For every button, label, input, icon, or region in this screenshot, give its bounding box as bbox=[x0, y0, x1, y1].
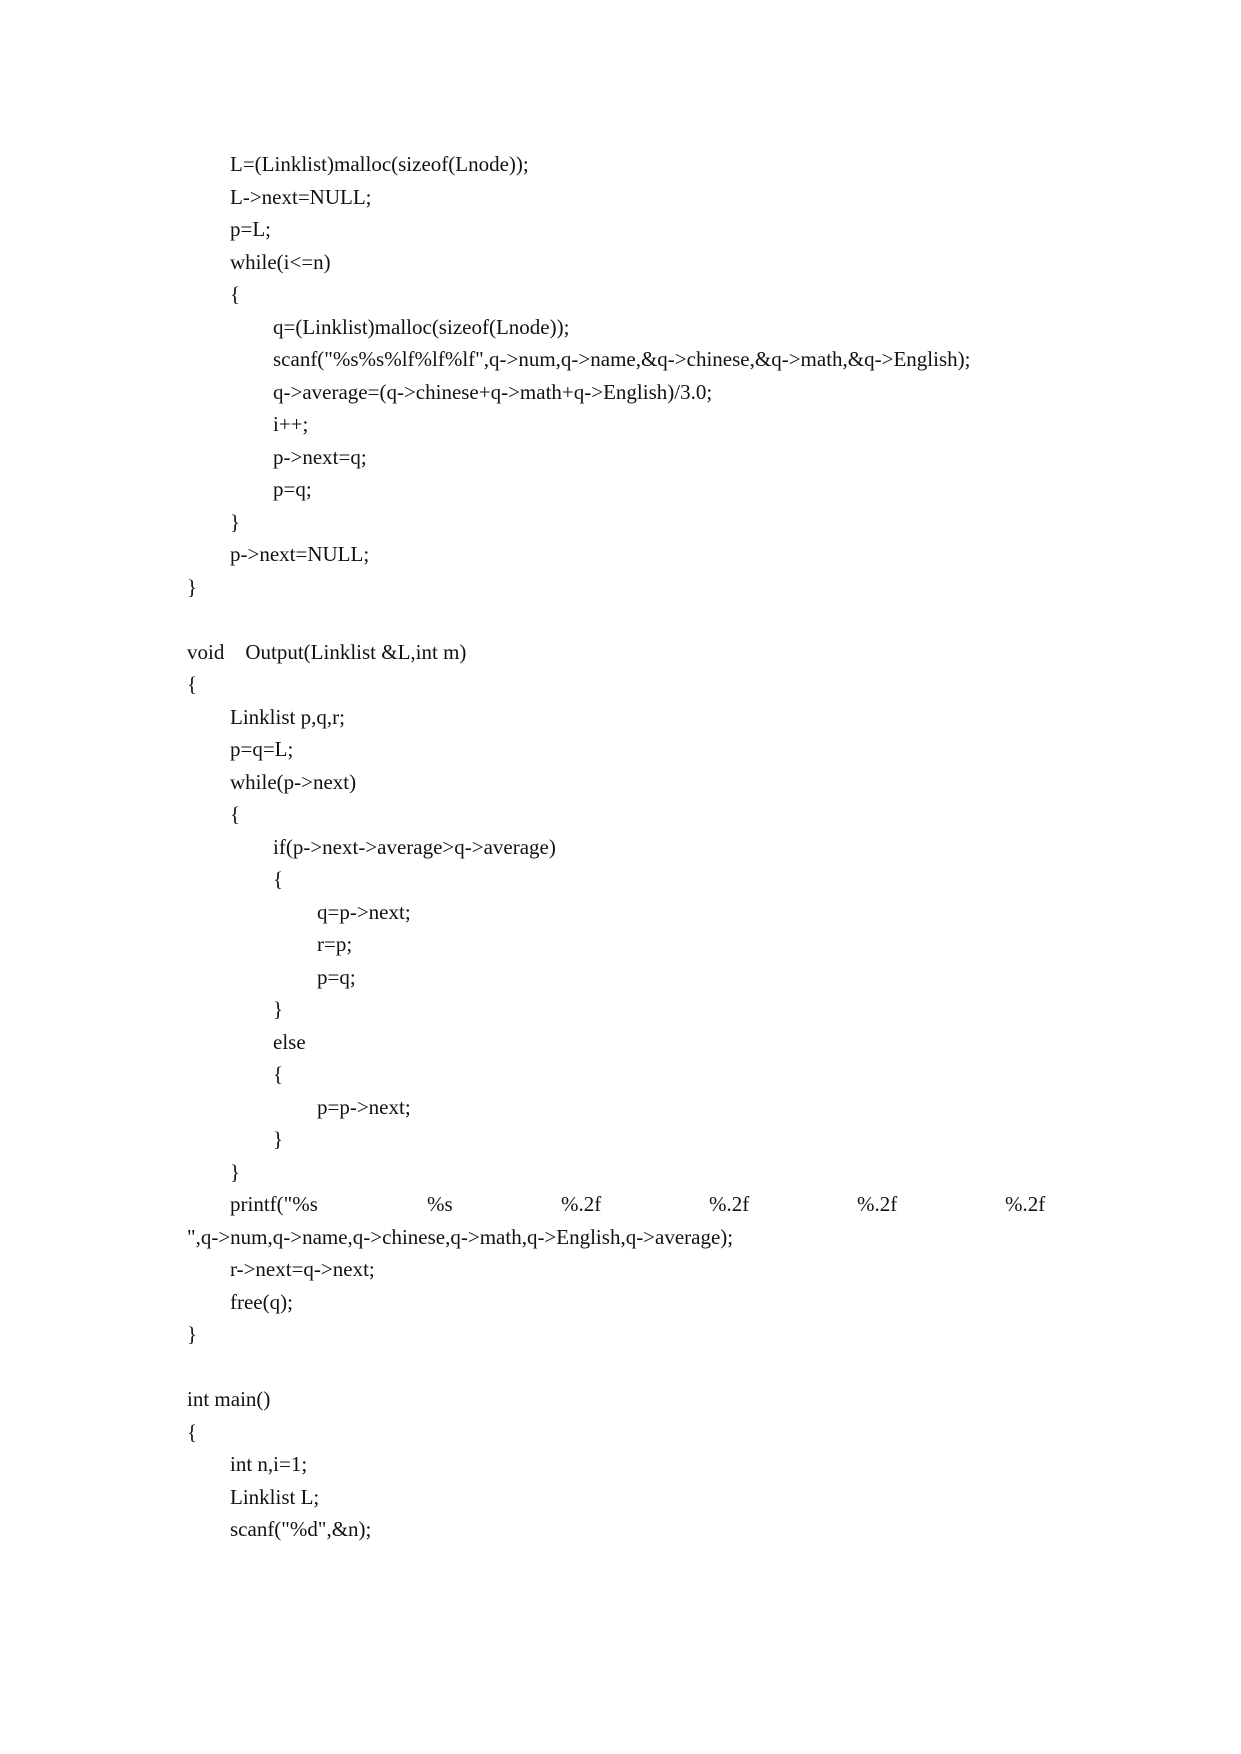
code-line bbox=[0, 896, 1241, 929]
code-line-text: Linklist p,q,r; bbox=[230, 704, 345, 729]
code-line bbox=[0, 961, 1241, 994]
code-line bbox=[0, 1221, 1241, 1254]
code-line-text: p->next=q; bbox=[273, 444, 367, 469]
code-line bbox=[0, 343, 1241, 376]
code-line-text: q->average=(q->chinese+q->math+q->English)/3.0; bbox=[273, 379, 713, 404]
code-line bbox=[0, 1318, 1241, 1351]
code-line-text: while(i<=n) bbox=[230, 249, 331, 274]
code-line bbox=[0, 1513, 1241, 1546]
code-line-text: p=q; bbox=[317, 964, 356, 989]
code-line bbox=[0, 1026, 1241, 1059]
code-line-text: r->next=q->next; bbox=[230, 1257, 375, 1281]
code-line bbox=[0, 1383, 1241, 1416]
code-line-text: if(p->next->average>q->average) bbox=[273, 834, 556, 859]
code-line bbox=[0, 831, 1241, 864]
code-line bbox=[0, 1188, 1241, 1221]
code-block bbox=[0, 148, 1241, 1546]
code-line-column: %.2f bbox=[561, 1192, 602, 1216]
code-line-text: L=(Linklist)malloc(sizeof(Lnode)); bbox=[230, 152, 529, 176]
code-line bbox=[0, 506, 1241, 539]
code-line bbox=[0, 1058, 1241, 1091]
code-line-text: } bbox=[187, 1322, 198, 1346]
code-line-text: else bbox=[273, 1029, 306, 1054]
code-line-text: int n,i=1; bbox=[230, 1452, 308, 1476]
code-line-text: scanf("%s%s%lf%lf%lf",q->num,q->name,&q->chinese,&q->math,&q->English); bbox=[273, 347, 971, 371]
code-line-text: free(q); bbox=[230, 1289, 293, 1314]
code-line-text: ",q->num,q->name,q->chinese,q->math,q->English,q->average); bbox=[187, 1224, 734, 1249]
code-line bbox=[0, 408, 1241, 441]
code-line-text: r=p; bbox=[317, 932, 353, 956]
code-line bbox=[0, 636, 1241, 669]
code-line-text: { bbox=[230, 802, 241, 826]
code-line-text: scanf("%d",&n); bbox=[230, 1517, 372, 1541]
code-line bbox=[0, 603, 1241, 636]
code-line bbox=[0, 1448, 1241, 1481]
code-line-text: { bbox=[230, 282, 241, 306]
code-line bbox=[0, 1481, 1241, 1514]
code-line-column: printf("%s bbox=[230, 1192, 318, 1216]
code-line bbox=[0, 1286, 1241, 1319]
code-line bbox=[0, 441, 1241, 474]
code-line-text: while(p->next) bbox=[230, 769, 357, 794]
code-line bbox=[0, 278, 1241, 311]
code-line-text: int main() bbox=[187, 1387, 271, 1411]
code-line bbox=[0, 798, 1241, 831]
code-line-text: } bbox=[230, 1159, 241, 1184]
code-line bbox=[0, 766, 1241, 799]
code-line-text: } bbox=[273, 997, 284, 1021]
code-line-text: p=q; bbox=[273, 477, 312, 501]
code-line-text: } bbox=[230, 509, 241, 534]
code-line-text: Linklist L; bbox=[230, 1484, 320, 1509]
code-line bbox=[0, 928, 1241, 961]
code-line-text: p=q=L; bbox=[230, 737, 294, 761]
code-line bbox=[0, 246, 1241, 279]
code-line-text: { bbox=[273, 867, 284, 891]
code-line-text: p=L; bbox=[230, 217, 272, 241]
code-line-text: q=p->next; bbox=[317, 899, 411, 924]
code-line-text: { bbox=[187, 1419, 198, 1444]
code-line bbox=[0, 571, 1241, 604]
code-line bbox=[0, 863, 1241, 896]
code-line-text: p=p->next; bbox=[317, 1094, 411, 1119]
code-line bbox=[0, 1156, 1241, 1189]
code-line-text: void Output(Linklist &L,int m) bbox=[187, 639, 467, 664]
code-line-text: { bbox=[187, 672, 198, 696]
code-line bbox=[0, 473, 1241, 506]
code-line bbox=[0, 538, 1241, 571]
code-line-column: %.2f bbox=[857, 1192, 898, 1216]
code-line bbox=[0, 1123, 1241, 1156]
code-line-text: L->next=NULL; bbox=[230, 184, 372, 209]
code-line-text: } bbox=[187, 574, 198, 599]
code-line bbox=[0, 311, 1241, 344]
code-line-column: %s bbox=[427, 1192, 453, 1216]
code-line bbox=[0, 668, 1241, 701]
code-line bbox=[0, 1253, 1241, 1286]
code-line-text: p->next=NULL; bbox=[230, 542, 370, 566]
code-line bbox=[0, 1351, 1241, 1384]
code-line-text: } bbox=[273, 1127, 284, 1151]
code-line-text: i++; bbox=[273, 412, 309, 436]
code-line bbox=[0, 213, 1241, 246]
code-line bbox=[0, 148, 1241, 181]
code-line bbox=[0, 181, 1241, 214]
code-line-column: %.2f bbox=[709, 1192, 750, 1216]
code-line-text: q=(Linklist)malloc(sizeof(Lnode)); bbox=[273, 314, 570, 339]
code-line-text: { bbox=[273, 1062, 284, 1086]
code-line-column: %.2f bbox=[1005, 1192, 1046, 1216]
code-line bbox=[0, 1416, 1241, 1449]
code-line bbox=[0, 376, 1241, 409]
code-line bbox=[0, 701, 1241, 734]
code-line bbox=[0, 993, 1241, 1026]
code-line bbox=[0, 733, 1241, 766]
code-line bbox=[0, 1091, 1241, 1124]
